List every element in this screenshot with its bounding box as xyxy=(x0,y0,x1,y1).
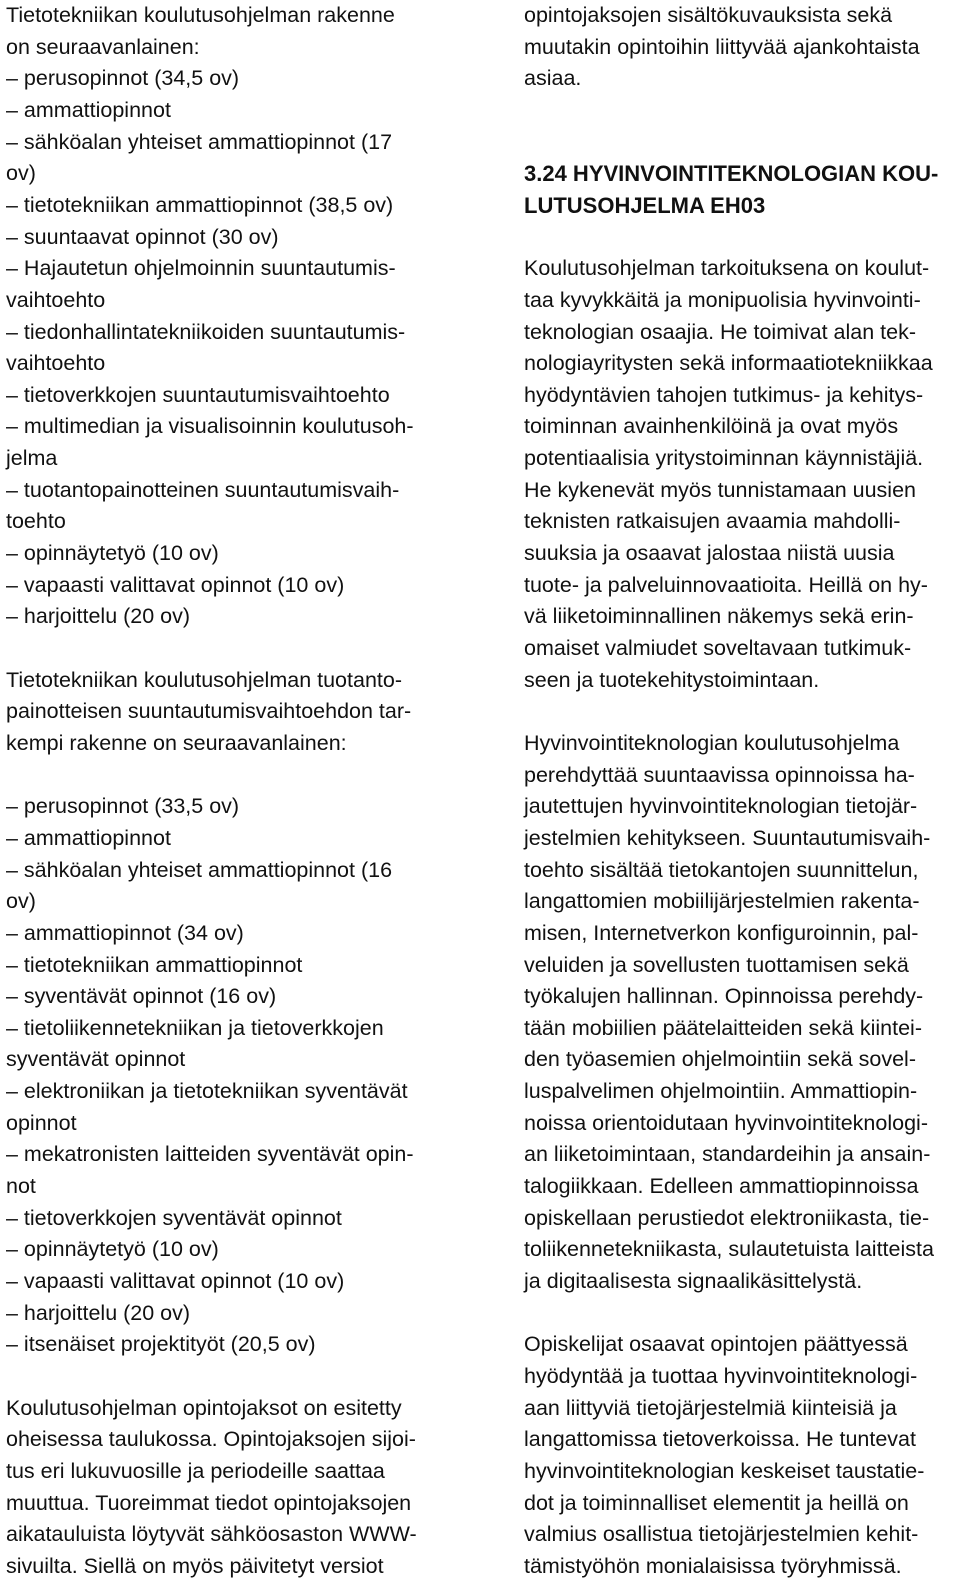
text-line: – suuntaavat opinnot (30 ov) xyxy=(6,224,279,249)
text-line: seen ja tuotekehitystoimintaan. xyxy=(524,667,820,692)
text-line: – perusopinnot (34,5 ov) xyxy=(6,66,240,91)
text-line: ov) xyxy=(6,889,36,914)
text-line: opintojaksojen sisältökuvauksista sekä xyxy=(524,3,893,27)
text-line: – tietotekniikan ammattiopinnot (38,5 ov) xyxy=(6,192,394,217)
text-line: – tietoliikennetekniikan ja tietoverkkojen xyxy=(6,1015,384,1040)
text-line: – opinnäytetyö (10 ov) xyxy=(6,541,219,566)
text-line: noissa orientoidutaan hyvinvointiteknologi- xyxy=(524,1110,928,1135)
text-line: – ammattiopinnot xyxy=(6,97,171,122)
text-line: – harjoittelu (20 ov) xyxy=(6,1300,191,1325)
text-line: vaihtoehto xyxy=(6,287,106,312)
text-line: tämistyöhön monialaisissa työryhmissä. xyxy=(524,1553,902,1578)
text-line: Tietotekniikan koulutusohjelman rakenne xyxy=(6,3,395,27)
text-line: toehto sisältää tietokantojen suunnittelun, xyxy=(524,857,919,882)
text-line: – sähköalan yhteiset ammattiopinnot (16 xyxy=(6,857,393,882)
text-line: muutakin opintoihin liittyvää ajankohtaista xyxy=(524,34,920,59)
text-line: hyvinvointiteknologian keskeiset taustatie- xyxy=(524,1458,925,1483)
text-line: langattomissa tietoverkoissa. He tuntevat xyxy=(524,1427,916,1452)
text-line: langattomien mobiilijärjestelmien rakenta- xyxy=(524,889,920,914)
section-heading-line: 3.24 HYVINVOINTITEKNOLOGIAN KOU- xyxy=(524,161,939,187)
text-line: ja digitaalisesta signaalikäsittelystä. xyxy=(524,1269,863,1293)
text-line: luspalvelimen ohjelmointiin. Ammattiopin- xyxy=(524,1079,918,1104)
section-heading-line: LUTUSOHJELMA EH03 xyxy=(524,192,766,218)
text-line: toiminnan avainhenkilöinä ja ovat myös xyxy=(524,414,899,439)
text-line: taa kyvykkäitä ja monipuolisia hyvinvointi- xyxy=(524,287,921,312)
text-line: – tietoverkkojen syventävät opinnot xyxy=(6,1205,342,1230)
text-line: hyödyntävien tahojen tutkimus- ja kehitys- xyxy=(524,382,924,407)
text-line: Koulutusohjelman opintojaksot on esitetty xyxy=(6,1395,402,1420)
text-line: opinnot xyxy=(6,1110,77,1135)
text-line: omaiset valmiudet soveltavaan tutkimuk- xyxy=(524,636,912,660)
text-line: not xyxy=(6,1174,36,1199)
text-line: – Hajautetun ohjelmoinnin suuntautumis- xyxy=(6,256,396,281)
text-line: oheisessa taulukossa. Opintojaksojen sijoi- xyxy=(6,1427,416,1452)
text-line: – tietotekniikan ammattiopinnot xyxy=(6,952,303,977)
text-line: aikatauluista löytyvät sähköosaston WWW- xyxy=(6,1522,417,1547)
text-line: vä liiketoiminnallinen näkemys sekä erin- xyxy=(524,604,914,629)
text-line: opiskellaan perustiedot elektroniikasta, tie- xyxy=(524,1205,930,1230)
text-line: – tietoverkkojen suuntautumisvaihtoehto xyxy=(6,382,390,407)
text-line: veluiden ja sovellusten tuottamisen sekä xyxy=(524,952,909,977)
text-line: den työasemien ohjelmointiin sekä sovel- xyxy=(524,1047,916,1072)
text-line: kempi rakenne on seuraavanlainen: xyxy=(6,730,347,755)
text-line: – itsenäiset projektityöt (20,5 ov) xyxy=(6,1332,316,1357)
text-line: – vapaasti valittavat opinnot (10 ov) xyxy=(6,1269,345,1293)
text-line: vaihtoehto xyxy=(6,351,106,376)
text-line: tään mobiilien päätelaitteiden sekä kiintei- xyxy=(524,1015,922,1040)
text-line: ov) xyxy=(6,161,36,186)
text-line: työkalujen hallinnan. Opinnoissa perehdy- xyxy=(524,984,924,1009)
text-line: aan liittyviä tietojärjestelmiä kiinteisiä ja xyxy=(524,1395,897,1420)
text-line: Tietotekniikan koulutusohjelman tuotanto- xyxy=(6,667,402,692)
text-line: an liiketoimintaan, standardeihin ja ansain- xyxy=(524,1142,931,1167)
text-line: on seuraavanlainen: xyxy=(6,34,200,59)
text-line: – multimedian ja visualisoinnin koulutusoh- xyxy=(6,414,414,439)
text-line: Opiskelijat osaavat opintojen päättyessä xyxy=(524,1332,908,1357)
text-line: jestelmien kehitykseen. Suuntautumisvaih- xyxy=(524,825,931,850)
text-line: – vapaasti valittavat opinnot (10 ov) xyxy=(6,572,345,597)
text-line: Koulutusohjelman tarkoituksena on koulut- xyxy=(524,256,930,281)
text-line: suuksia ja osaavat jalostaa niistä uusia xyxy=(524,541,895,566)
text-line: – harjoittelu (20 ov) xyxy=(6,604,191,629)
text-line: talogiikkaan. Edelleen ammattiopinnoissa xyxy=(524,1174,919,1199)
text-line: – tiedonhallintatekniikoiden suuntautumis- xyxy=(6,319,406,344)
text-line: – ammattiopinnot xyxy=(6,825,171,850)
text-line: sivuilta. Siellä on myös päivitetyt versiot xyxy=(6,1553,384,1578)
text-line: nologiayritysten sekä informaatiotekniikkaa xyxy=(524,351,933,376)
text-line: jautettujen hyvinvointiteknologian tietojär- xyxy=(524,794,918,819)
text-line: toehto xyxy=(6,509,66,534)
text-line: – syventävät opinnot (16 ov) xyxy=(6,984,277,1009)
text-line: – elektroniikan ja tietotekniikan syventävät xyxy=(6,1079,408,1104)
text-line: dot ja toiminnalliset elementit ja heillä on xyxy=(524,1490,909,1515)
text-line: – opinnäytetyö (10 ov) xyxy=(6,1237,219,1262)
text-line: tus eri lukuvuosille ja periodeille saattaa xyxy=(6,1458,385,1483)
text-line: – tuotantopainotteinen suuntautumisvaih- xyxy=(6,477,400,502)
text-line: painotteisen suuntautumisvaihtoehdon tar- xyxy=(6,699,412,724)
text-line: teknisten ratkaisujen avaamia mahdolli- xyxy=(524,509,901,534)
text-line: muuttua. Tuoreimmat tiedot opintojaksojen xyxy=(6,1490,412,1515)
text-line: jelma xyxy=(6,446,58,471)
text-line: valmius osallistua tietojärjestelmien kehit- xyxy=(524,1522,919,1547)
text-line: asiaa. xyxy=(524,66,582,91)
text-line: toliikennetekniikasta, sulautetuista laitteista xyxy=(524,1237,934,1262)
text-line: syventävät opinnot xyxy=(6,1047,186,1072)
text-line: – perusopinnot (33,5 ov) xyxy=(6,794,240,819)
text-line: misen, Internetverkon konfiguroinnin, pal- xyxy=(524,920,919,945)
text-line: perehdyttää suuntaavissa opinnoissa ha- xyxy=(524,762,915,787)
text-line: He kykenevät myös tunnistamaan uusien xyxy=(524,477,916,502)
text-line: hyödyntää ja tuottaa hyvinvointiteknologi- xyxy=(524,1363,918,1388)
text-line: teknologian osaajia. He toimivat alan tek- xyxy=(524,319,916,344)
text-line: potentiaalisia yritystoiminnan käynnistäjiä. xyxy=(524,446,924,471)
text-line: tuote- ja palveluinnovaatioita. Heillä on hy- xyxy=(524,572,928,597)
text-line: – mekatronisten laitteiden syventävät opin- xyxy=(6,1142,414,1167)
text-line: Hyvinvointiteknologian koulutusohjelma xyxy=(524,730,900,755)
text-line: – ammattiopinnot (34 ov) xyxy=(6,920,244,945)
text-line: – sähköalan yhteiset ammattiopinnot (17 xyxy=(6,129,393,154)
